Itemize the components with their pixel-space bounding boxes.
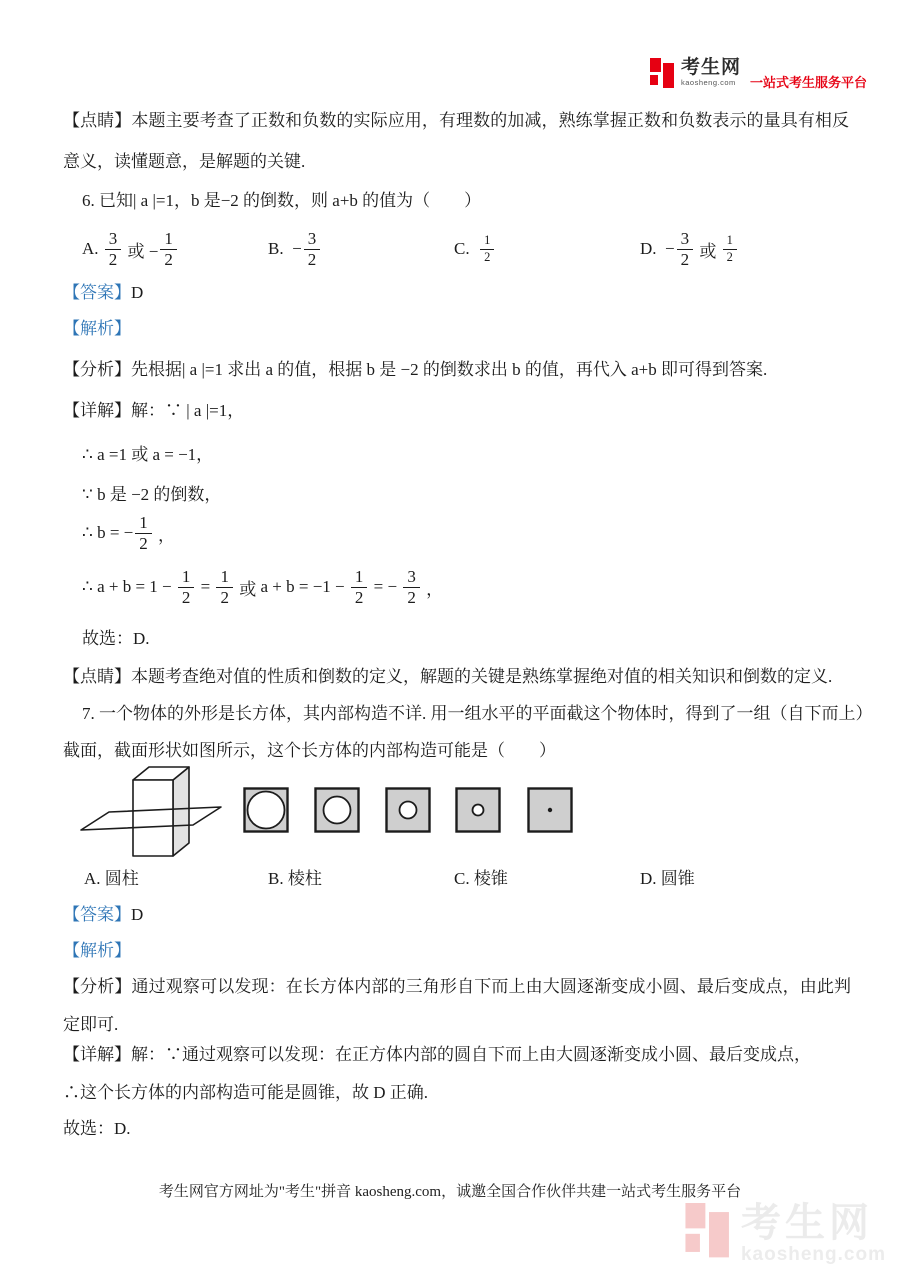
q5-dianjing-paragraph: 【点睛】本题主要考查了正数和负数的实际应用，有理数的加减，熟练掌握正数和负数表示的量具有相反意义，读懂题意，是解题的关键. <box>63 111 849 171</box>
answer-label: 【答案】 <box>63 905 131 924</box>
q7-stem-line2: 截面，截面形状如图所示，这个长方体的内部构造可能是（ ） <box>63 741 556 760</box>
q7-jiexi-label: 【解析】 <box>63 941 131 960</box>
q6-answer-line <box>63 278 143 303</box>
fraction: $\frac{1}{2}$ <box>351 568 368 607</box>
cross-section-medium-circle <box>314 787 360 833</box>
fraction: $\frac{1}{2}$ <box>216 568 233 607</box>
q6-conclusion: 故选：D. <box>82 629 150 648</box>
math-text: 或 <box>234 579 261 599</box>
fraction: $\frac{1}{2}$ <box>480 234 494 263</box>
q6-option-a <box>82 218 179 280</box>
q6-fenxi: 【分析】先根据| a |=1 求出 a 的值，根据 b 是 −2 的倒数求出 b 的值，再代入 a+b 即可得到答案. <box>63 360 768 379</box>
q6-option-c <box>454 218 496 280</box>
cross-section-dot <box>527 787 573 833</box>
fraction: $\frac{1}{2}$ <box>178 568 195 607</box>
math-text: ∴ b = − <box>82 523 134 542</box>
q7-figure <box>75 756 605 856</box>
q7-answer-line <box>63 900 143 925</box>
q6-option-b-label: B. − <box>268 239 302 258</box>
math-text: a + b = −1 − <box>260 577 349 596</box>
math-text: ， <box>153 525 175 545</box>
q6-option-d-join: 或 <box>695 241 721 261</box>
math-text: = <box>196 577 215 596</box>
q6-step4 <box>82 560 443 614</box>
q6-step1: ∴ a =1 或 a = −1， <box>82 445 214 464</box>
fraction: $\frac{3}{2}$ <box>304 230 321 269</box>
cross-section-large-circle <box>243 787 289 833</box>
kaosheng-logo-icon <box>650 58 676 90</box>
brand-slogan: 一站式考生服务平台 <box>750 75 868 90</box>
q6-step3 <box>82 506 175 560</box>
q7-conclusion: 故选：D. <box>63 1119 131 1138</box>
q7-option-b: B. 棱柱 <box>268 869 322 888</box>
math-text: = − <box>369 577 402 596</box>
q6-option-a-label: A. <box>82 239 103 258</box>
q6-options-row <box>0 218 900 280</box>
brand-name: 考生网 <box>681 57 742 78</box>
q6-option-a-join: 或 − <box>123 241 159 261</box>
q6-option-d <box>640 218 739 280</box>
cross-section-smaller-circle <box>455 787 501 833</box>
q6-xiangjie: 【详解】解：∵ | a |=1， <box>63 401 245 420</box>
q6-stem: 6. 已知| a |=1，b 是−2 的倒数，则 a+b 的值为（ ） <box>82 191 482 210</box>
q7-option-c: C. 棱锥 <box>454 869 508 888</box>
watermark-brand: 考生网 <box>740 1201 873 1245</box>
q6-option-c-label: C. <box>454 239 479 258</box>
fraction: $\frac{1}{2}$ <box>135 514 152 553</box>
q7-options-row <box>0 864 900 890</box>
q6-option-b <box>268 218 322 280</box>
answer-label: 【答案】 <box>63 283 131 302</box>
answer-value: D <box>131 283 144 302</box>
q7-option-a: A. 圆柱 <box>84 869 139 888</box>
q7-step1: ∴这个长方体的内部构造可能是圆锥，故 D 正确. <box>63 1083 429 1102</box>
q7-option-d: D. 圆锥 <box>640 869 695 888</box>
q7-fenxi: 【分析】通过观察可以发现：在长方体内部的三角形自下而上由大圆逐渐变成小圆、最后变成点，由此判定即可. <box>63 977 851 1034</box>
answer-value: D <box>131 905 144 924</box>
q6-step2: ∵ b 是 −2 的倒数， <box>82 485 222 504</box>
site-logo <box>650 58 867 91</box>
q7-xiangjie: 【详解】解：∵通过观察可以发现：在正方体内部的圆自下而上由大圆逐渐变成小圆、最后变成点， <box>63 1045 811 1064</box>
math-text: ， <box>421 579 444 599</box>
watermark-domain: kaosheng.com <box>740 1244 886 1265</box>
q6-option-d-label: D. − <box>640 239 675 258</box>
q7-stem-line1: 7. 一个物体的外形是长方体，其内部构造不详. 用一组水平的平面截这个物体时，得到了一组（自下而上） <box>82 704 873 723</box>
kaosheng-watermark-icon <box>685 1203 733 1261</box>
brand-domain: kaosheng.com <box>681 78 736 87</box>
fraction: $\frac{3}{2}$ <box>105 230 122 269</box>
fraction: $\frac{3}{2}$ <box>677 230 694 269</box>
cuboid-cross-section-diagram <box>75 756 235 858</box>
footer-text: 考生网官方网址为"考生"拼音 kaosheng.com，诚邀全国合作伙伴共建一站式考生服务平台 <box>158 1184 742 1200</box>
fraction: $\frac{1}{2}$ <box>723 234 737 263</box>
watermark-logo <box>685 1203 886 1264</box>
math-text: ∴ a + b = 1 − <box>82 577 176 596</box>
fraction: $\frac{1}{2}$ <box>160 230 177 269</box>
q6-jiexi-label: 【解析】 <box>63 319 131 338</box>
fraction: $\frac{3}{2}$ <box>403 568 420 607</box>
q6-dianjing: 【点睛】本题考查绝对值的性质和倒数的定义，解题的关键是熟练掌握绝对值的相关知识和倒数的定义. <box>63 667 833 686</box>
cross-section-small-circle <box>385 787 431 833</box>
